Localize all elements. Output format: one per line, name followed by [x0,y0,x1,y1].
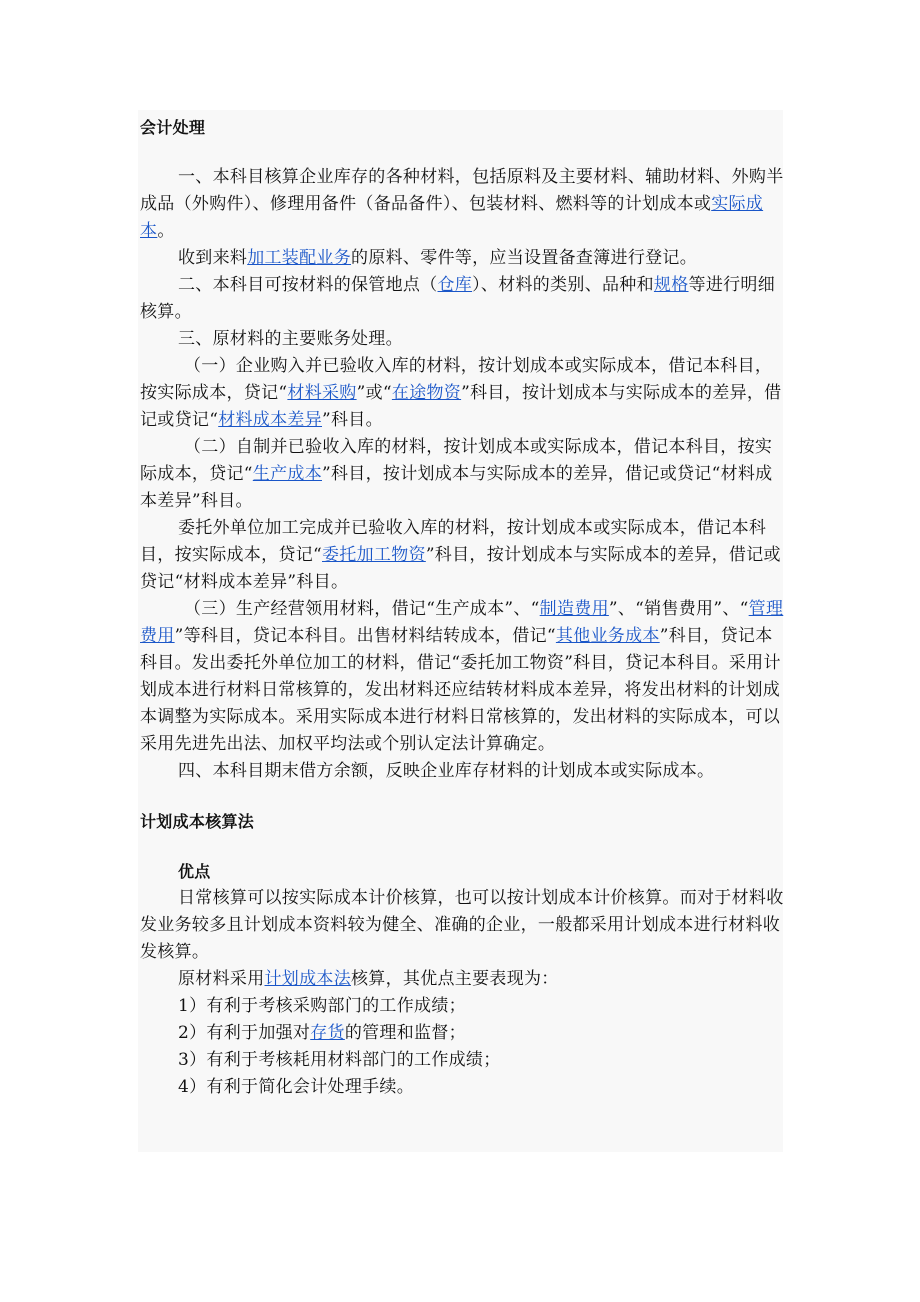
link-actual-cost[interactable]: 实际成本 [140,194,764,241]
paragraph-issuance: （三）生产经营领用材料，借记“生产成本”、“制造费用”、“销售费用”、“管理费用”等科目，贷记本科目。出售材料结转成本，借记“其他业务成本”科目，贷记本科目。发出委托外单位加工的材料，借记“委托加工物资”科目，贷记本科目。采用计划成本进行材料日常核算的，发出材料还应结转材料成本差异，将发出材料的计划成本调整为实际成本。采用实际成本进行材料日常核算的，发出材料的实际成本，可以采用先进先出法、加权平均法或个别认定法计算确定。 [140,599,784,754]
link-goods-in-transit[interactable]: 在途物资 [391,383,462,403]
section-title-accounting: 会计处理 [140,118,206,137]
link-planned-cost-method[interactable]: 计划成本法 [264,969,351,989]
link-warehouse[interactable]: 仓库 [437,275,473,295]
link-inventory[interactable]: 存货 [310,1023,345,1043]
link-consigned-processing[interactable]: 委托加工物资 [322,545,426,565]
article-body [140,114,784,1101]
list-item: 4）有利于简化会计处理手续。 [178,1077,415,1097]
link-other-business-cost[interactable]: 其他业务成本 [555,626,660,646]
paragraph-self-made: （二）自制并已验收入库的材料，按计划成本或实际成本，借记本科目，按实际成本，贷记“生产成本”科目，按计划成本与实际成本的差异，借记或贷记“材料成本差异”科目。 [140,437,773,511]
paragraph-advantages-intro: 原材料采用计划成本法核算，其优点主要表现为： [178,969,559,989]
link-manufacturing-overhead[interactable]: 制造费用 [539,599,609,619]
link-material-purchase[interactable]: 材料采购 [287,383,357,403]
list-item: 3）有利于考核耗用材料部门的工作成绩； [178,1050,501,1070]
list-item: 2）有利于加强对存货的管理和监督； [178,1023,466,1043]
section-title-planned-cost: 计划成本核算法 [140,812,255,831]
link-specification[interactable]: 规格 [653,275,689,295]
paragraph-main-entries: 三、原材料的主要账务处理。 [178,329,403,349]
link-material-cost-variance[interactable]: 材料成本差异 [218,410,323,430]
paragraph-purchase: （一）企业购入并已验收入库的材料，按计划成本或实际成本，借记本科目，按实际成本，贷记“材料采购”或“在途物资”科目，按计划成本与实际成本的差异，借记或贷记“材料成本差异”科目。 [140,356,782,430]
link-processing-assembly[interactable]: 加工装配业务 [247,248,352,268]
link-administrative-expense[interactable]: 管理费用 [140,599,784,646]
paragraph-scope: 一、本科目核算企业库存的各种材料，包括原料及主要材料、辅助材料、外购半成品（外购件）、修理用备件（备品备件）、包装材料、燃料等的计划成本或实际成本。 [140,167,784,241]
paragraph-ending-balance: 四、本科目期末借方余额，反映企业库存材料的计划成本或实际成本。 [178,761,715,781]
subsection-title-advantages: 优点 [178,862,211,881]
list-item: 1）有利于考核采购部门的工作成绩； [178,996,466,1016]
paragraph-incoming-materials: 收到来料加工装配业务的原料、零件等，应当设置备查簿进行登记。 [178,248,698,268]
paragraph-outsourced: 委托外单位加工完成并已验收入库的材料，按计划成本或实际成本，借记本科目，按实际成本，贷记“委托加工物资”科目，按计划成本与实际成本的差异，借记或贷记“材料成本差异”科目。 [140,518,781,592]
paragraph-detail-accounting: 二、本科目可按材料的保管地点（仓库）、材料的类别、品种和规格等进行明细核算。 [140,275,776,322]
link-production-cost[interactable]: 生产成本 [252,464,322,484]
paragraph-daily-accounting: 日常核算可以按实际成本计价核算，也可以按计划成本计价核算。而对于材料收发业务较多且计划成本资料较为健全、准确的企业，一般都采用计划成本进行材料收发核算。 [140,888,784,962]
